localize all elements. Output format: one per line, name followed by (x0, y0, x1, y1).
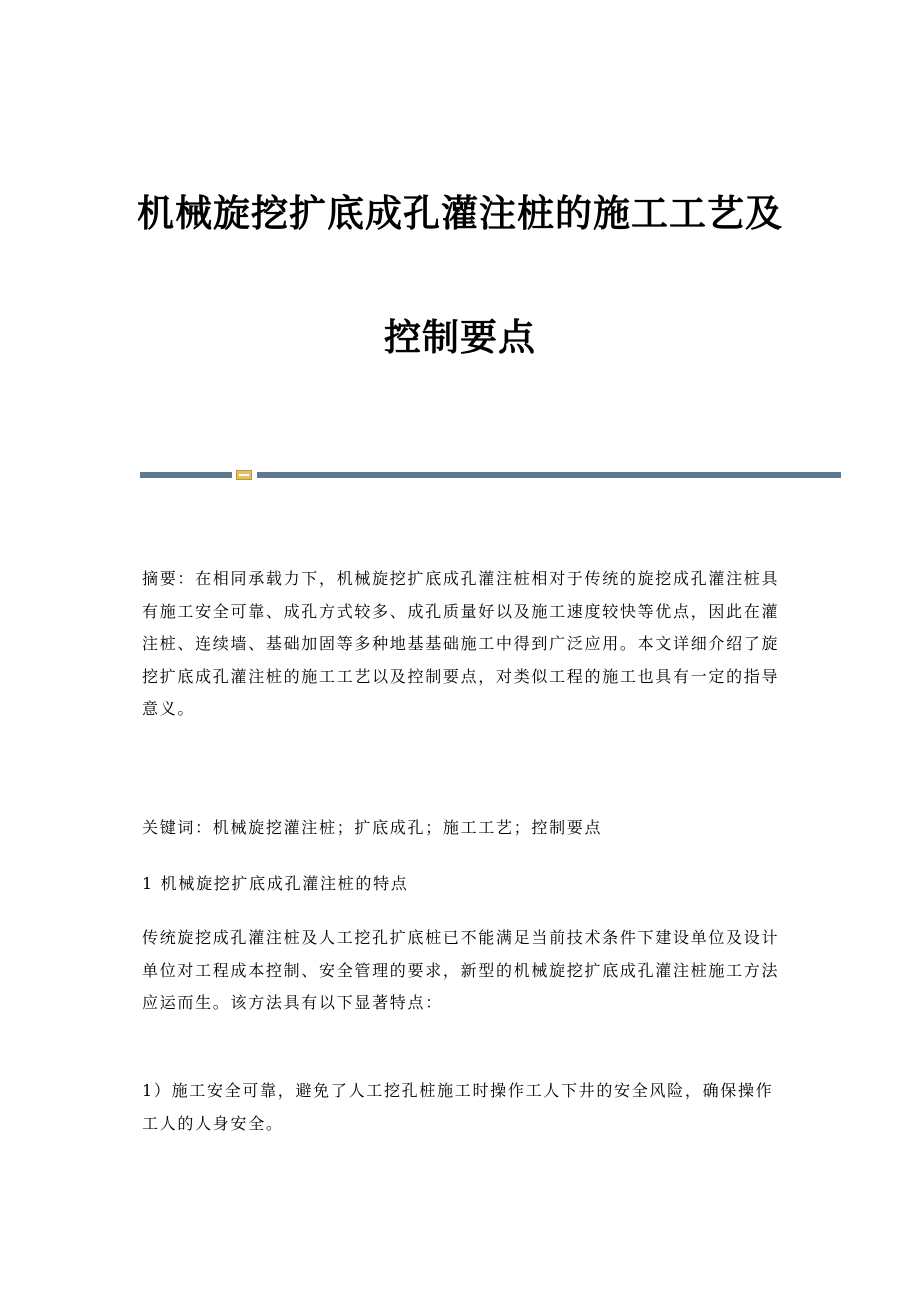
keywords-line: 关键词：机械旋挖灌注桩；扩底成孔；施工工艺；控制要点 (142, 818, 603, 837)
divider-ornament-icon (236, 470, 252, 480)
divider-bar-left (140, 472, 232, 478)
section-heading: 1 机械旋挖扩底成孔灌注桩的特点 (142, 874, 409, 893)
document-title-line-2: 控制要点 (384, 316, 536, 359)
title-divider (140, 470, 841, 480)
document-title-line-1: 机械旋挖扩底成孔灌注桩的施工工艺及 (137, 192, 783, 235)
feature-list-item: 1）施工安全可靠，避免了人工挖孔桩施工时操作工人下井的安全风险，确保操作工人的人身安全。 (142, 1081, 774, 1133)
divider-bar-right (257, 472, 841, 478)
section-paragraph: 传统旋挖成孔灌注桩及人工挖孔扩底桩已不能满足当前技术条件下建设单位及设计单位对工程成本控制、安全管理的要求，新型的机械旋挖扩底成孔灌注桩施工方法应运而生。该方法具有以下显著特点： (142, 928, 780, 1012)
abstract-paragraph: 摘要：在相同承载力下，机械旋挖扩底成孔灌注桩相对于传统的旋挖成孔灌注桩具有施工安全可靠、成孔方式较多、成孔质量好以及施工速度较快等优点，因此在灌注桩、连续墙、基础加固等多种地基基础施工中得到广泛应用。本文详细介绍了旋挖扩底成孔灌注桩的施工工艺以及控制要点，对类似工程的施工也具有一定的指导意义。 (142, 569, 780, 718)
